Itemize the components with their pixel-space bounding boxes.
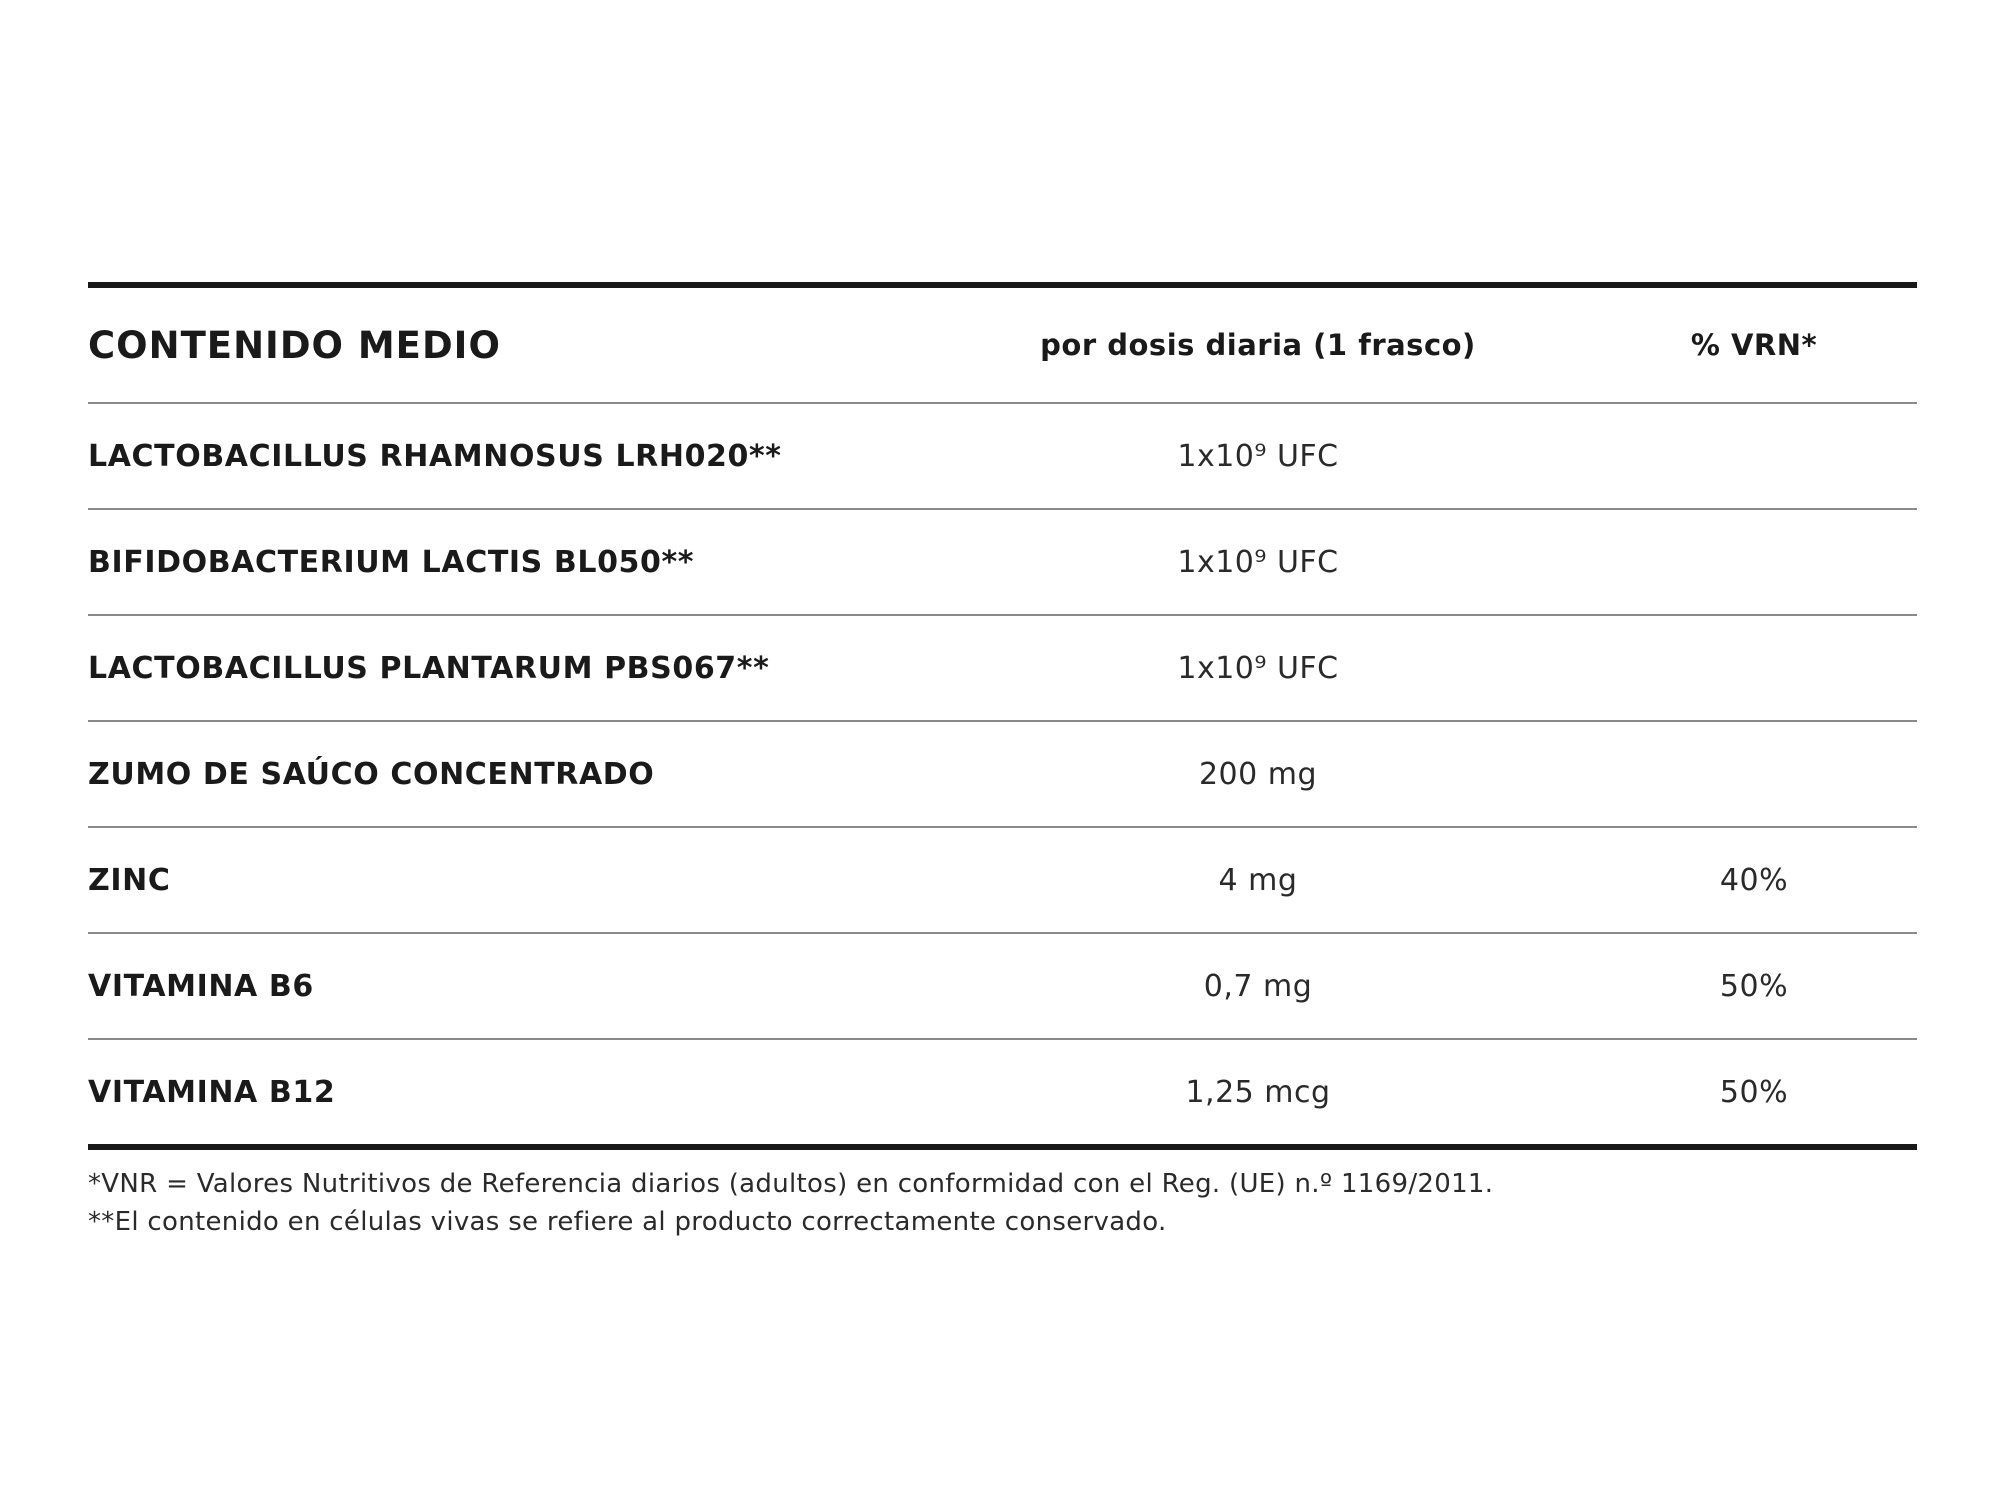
table-row [88, 510, 1917, 616]
row-name: ZUMO DE SAÚCO CONCENTRADO [88, 756, 655, 792]
row-dose: 4 mg [1218, 862, 1298, 898]
row-vrn: 40% [1719, 862, 1789, 898]
footnote-vnr: *VNR = Valores Nutritivos de Referencia diarios (adultos) en conformidad con el Reg. (UE) n.º 1169/2011. [88, 1169, 1494, 1199]
row-vrn [1594, 510, 1914, 614]
row-vrn [1594, 722, 1914, 826]
row-vrn: 50% [1719, 1074, 1789, 1110]
header-name: CONTENIDO MEDIO [88, 323, 501, 367]
row-name: LACTOBACILLUS RHAMNOSUS LRH020** [88, 438, 782, 474]
table-row [88, 934, 1917, 1040]
header-dose: por dosis diaria (1 frasco) [1040, 328, 1476, 362]
row-dose: 1,25 mcg [1185, 1074, 1331, 1110]
row-vrn [1594, 616, 1914, 720]
row-dose: 1x10⁹ UFC [1177, 544, 1339, 580]
row-name: VITAMINA B12 [88, 1074, 336, 1110]
nutrition-table [88, 282, 1917, 1150]
table-row [88, 404, 1917, 510]
table-header-row [88, 288, 1917, 404]
table-row [88, 722, 1917, 828]
table-row [88, 828, 1917, 934]
row-dose: 1x10⁹ UFC [1177, 438, 1339, 474]
row-name: LACTOBACILLUS PLANTARUM PBS067** [88, 650, 770, 686]
header-vrn: % VRN* [1690, 328, 1818, 362]
row-dose: 1x10⁹ UFC [1177, 650, 1339, 686]
row-name: BIFIDOBACTERIUM LACTIS BL050** [88, 544, 695, 580]
table-bottom-rule [88, 1144, 1917, 1150]
table-row [88, 1040, 1917, 1144]
row-vrn [1594, 404, 1914, 508]
table-row [88, 616, 1917, 722]
row-vrn: 50% [1719, 968, 1789, 1004]
footnote-live-cells: **El contenido en células vivas se refiere al producto correctamente conservado. [88, 1207, 1167, 1237]
footnotes [88, 1165, 1917, 1241]
row-name: VITAMINA B6 [88, 968, 314, 1004]
row-dose: 0,7 mg [1203, 968, 1313, 1004]
row-dose: 200 mg [1198, 756, 1318, 792]
row-name: ZINC [88, 862, 171, 898]
